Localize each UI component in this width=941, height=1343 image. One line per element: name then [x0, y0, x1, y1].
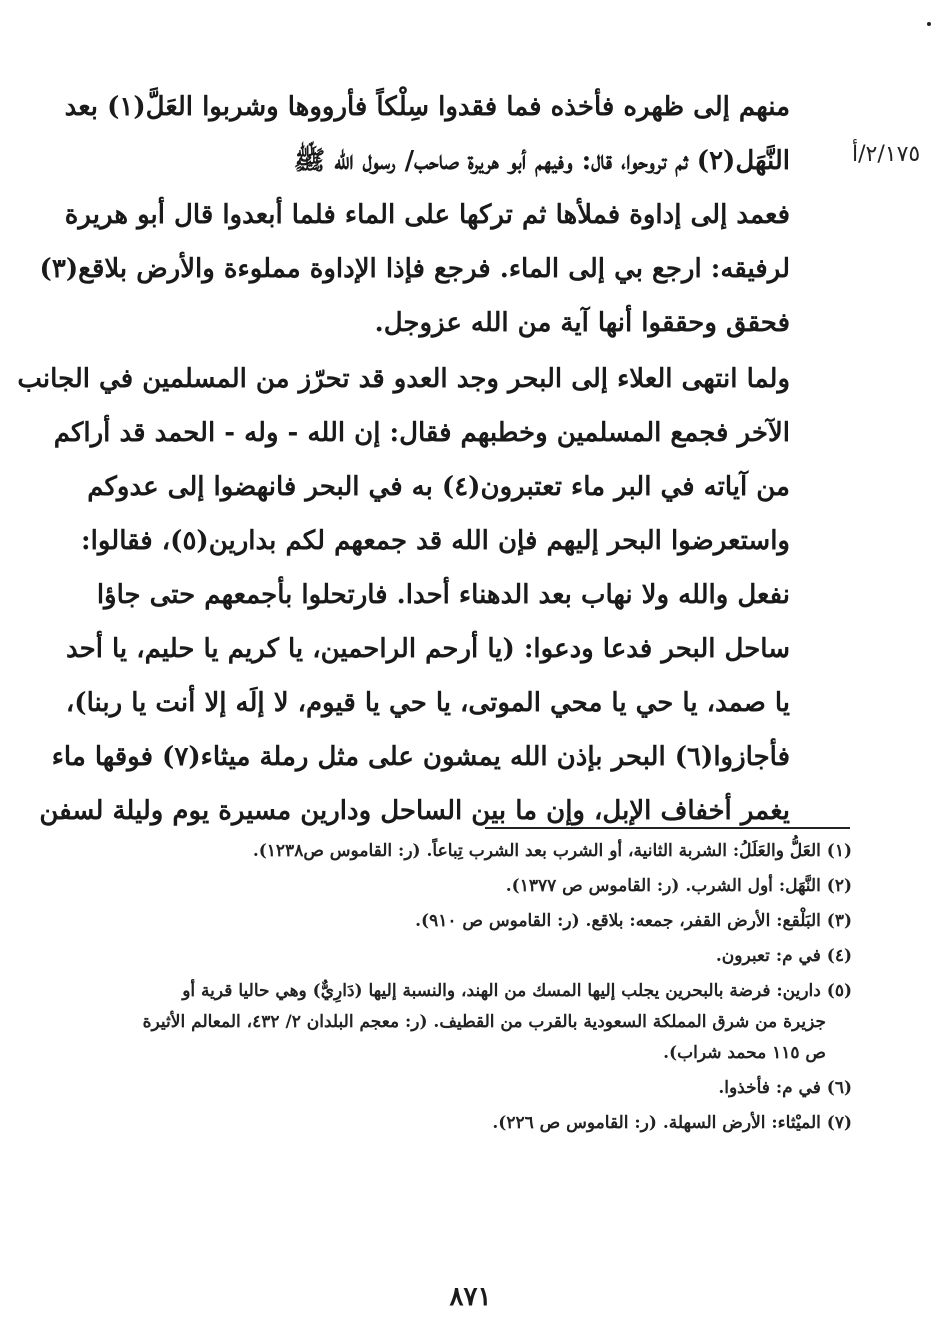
text-line: النَّهَل(٢) ثم تروحوا، قال: وفيهم أبو هريرة صاحب/ رسول الله ﷺ [293, 146, 790, 176]
text-line: واستعرضوا البحر إليهم فإن الله قد جمعهم لكم بدارين(٥)، فقالوا: [81, 526, 790, 556]
footnote-line: (٢) النَّهَل: أول الشرب. (ر: القاموس ص ١٣٧٧). [505, 876, 852, 896]
text-line: فحقق وحققوا أنها آية من الله عزوجل. [374, 308, 790, 338]
text-line: يا صمد، يا حي يا محي الموتى، يا حي يا قيوم، لا إلَه إلا أنت يا ربنا)، [65, 688, 790, 718]
footnote-line: (٥) دارين: فرضة بالبحرين يجلب إليها المسك من الهند، والنسبة إليها (دَارِيٌّ) وهي حاليا قرية أو [182, 981, 852, 1001]
footnote-line: ص ١١٥ محمد شراب). [663, 1043, 826, 1063]
footnote-4 [100, 941, 852, 972]
footnotes [100, 836, 852, 1143]
text-line: منهم إلى ظهره فأخذه فما فقدوا سِلْكاً فأرووها وشربوا العَلَّ(١) بعد [64, 92, 790, 122]
footnote-5 [100, 976, 852, 1069]
footnote-2 [100, 871, 852, 902]
text-line: من آياته في البر ماء تعتبرون(٤) به في البحر فانهضوا إلى عدوكم [87, 472, 790, 502]
footnote-7 [100, 1108, 852, 1139]
page-number: ٨٧١ [449, 1282, 492, 1312]
text-line: يغمر أخفاف الإبل، وإن ما بين الساحل ودارين مسيرة يوم وليلة لسفن [39, 796, 790, 826]
text-line: الآخر فجمع المسلمين وخطبهم فقال: إن الله - وله - الحمد قد أراكم [53, 418, 790, 448]
footnote-line: جزيرة من شرق المملكة السعودية بالقرب من القطيف. (ر: معجم البلدان ٢/ ٤٣٢، المعالم الأثيرة [142, 1012, 826, 1032]
manuscript-folio-reference: ٢/١٧٥/أ [852, 142, 921, 167]
text-line: نفعل والله ولا نهاب بعد الدهناء أحدا. فارتحلوا بأجمعهم حتى جاؤا [96, 580, 790, 610]
text-line: ساحل البحر فدعا ودعوا: (يا أرحم الراحمين، يا كريم يا حليم، يا أحد [66, 634, 790, 664]
text-line: ولما انتهى العلاء إلى البحر وجد العدو قد تحرّز من المسلمين في الجانب [17, 364, 790, 394]
footnote-line: (٣) البَلْقع: الأرض القفر، جمعه: بلاقع. (ر: القاموس ص ٩١٠). [415, 911, 852, 931]
footnote-separator [485, 827, 850, 829]
paragraph-2 [17, 352, 790, 838]
footnote-1 [100, 836, 852, 867]
footnote-line: (٦) في م: فأخذوا. [718, 1078, 852, 1098]
footnote-3 [100, 906, 852, 937]
scan-dot [927, 22, 931, 26]
paragraph-1 [39, 80, 790, 350]
footnote-line: (٤) في م: تعبرون. [715, 946, 852, 966]
footnote-line: (١) العَلُّ والعَلَلُ: الشربة الثانية، أو الشرب بعد الشرب تِباعاً. (ر: القاموس ص١٢٣٨). [252, 841, 852, 861]
text-line: لرفيقه: ارجع بي إلى الماء. فرجع فإذا الإداوة مملوءة والأرض بلاقع(٣) [39, 254, 790, 284]
footnote-line: (٧) الميْثاء: الأرض السهلة. (ر: القاموس ص ٢٢٦). [492, 1113, 852, 1133]
text-line: فعمد إلى إداوة فملأها ثم تركها على الماء فلما أبعدوا قال أبو هريرة [64, 200, 790, 230]
footnote-6 [100, 1073, 852, 1104]
text-line: فأجازوا(٦) البحر بإذن الله يمشون على مثل رملة ميثاء(٧) فوقها ماء [51, 742, 790, 772]
